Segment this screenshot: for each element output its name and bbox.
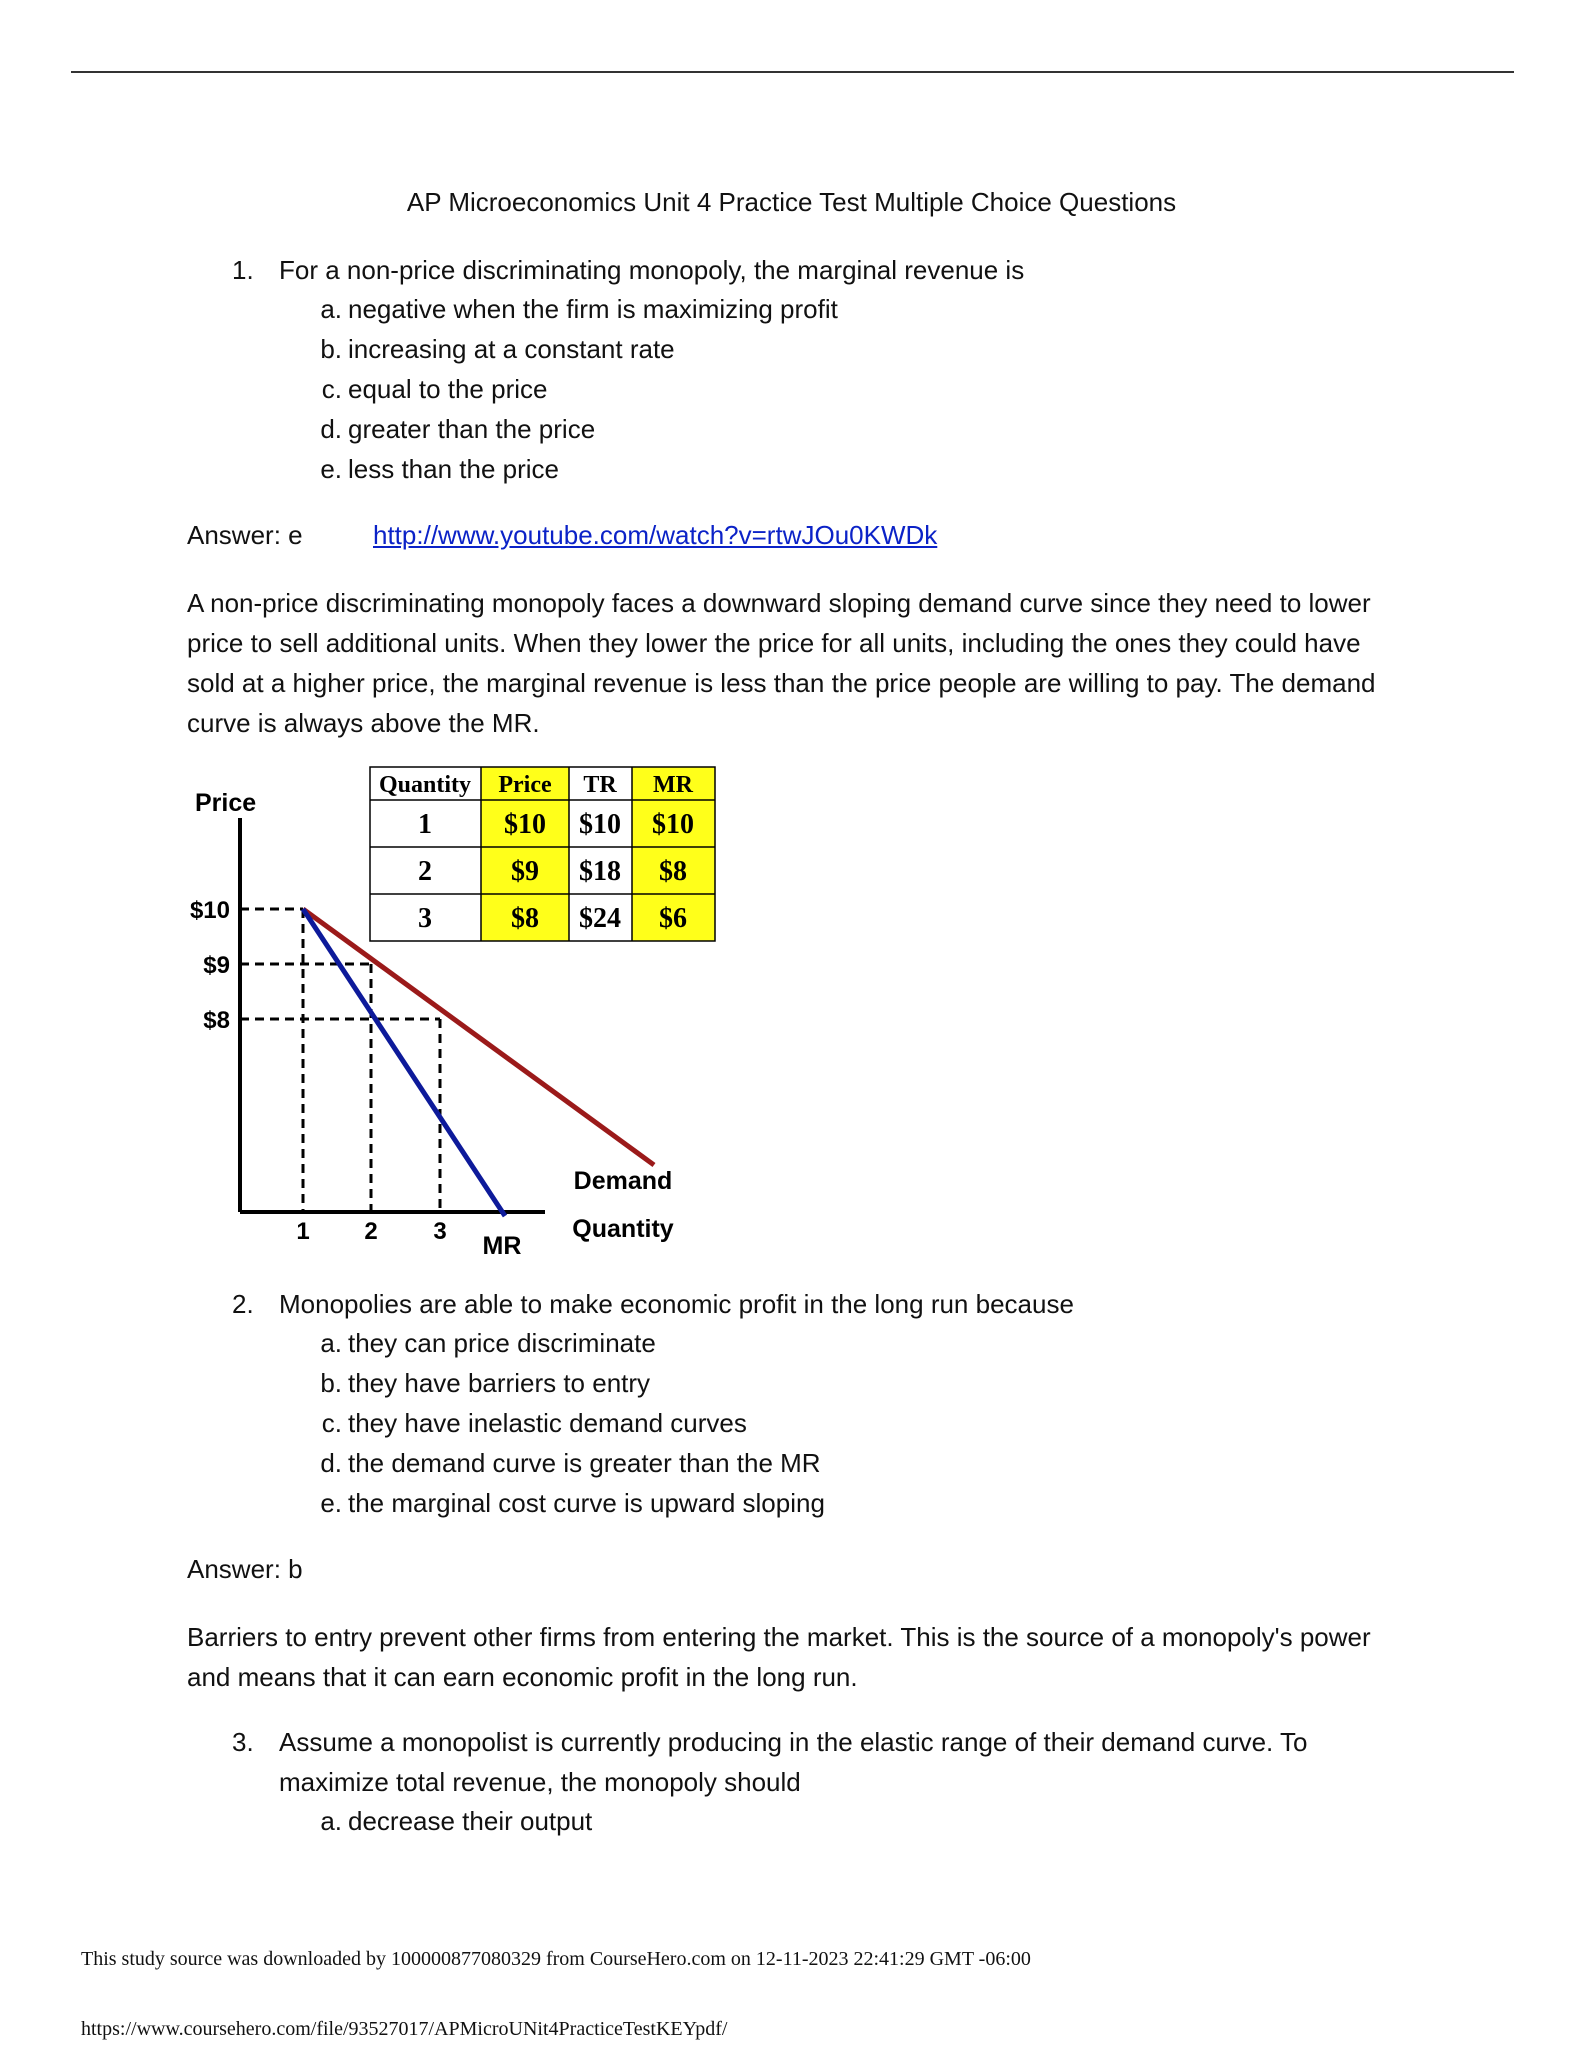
question-stem: For a non-price discriminating monopoly, the marginal revenue is [279, 255, 1025, 285]
revenue-table [370, 767, 715, 941]
q1-explanation: A non-price discriminating monopoly faces a downward sloping demand curve since they need to lower price to sell additional units. When they lower the price for all units, including the ones they could have sold at a higher price, the marginal revenue is less than the price people are willing to pay. The demand curve is always above the MR. [187, 588, 1376, 738]
option-text: less than the price [348, 454, 560, 484]
option-text: they can price discriminate [348, 1328, 656, 1358]
option-letter: b. [320, 1368, 342, 1398]
mr-curve [303, 909, 505, 1216]
q2-answer: Answer: b [187, 1554, 303, 1584]
option-text: the demand curve is greater than the MR [348, 1448, 821, 1478]
xtick-3: 3 [433, 1218, 447, 1245]
table-cell: $10 [579, 809, 621, 840]
table-cell: $8 [511, 903, 539, 934]
option-text: decrease their output [348, 1806, 593, 1836]
option-letter: e. [320, 454, 342, 484]
option-letter: e. [320, 1488, 342, 1518]
question-stem-line2: maximize total revenue, the monopoly should [279, 1767, 801, 1797]
option-letter: a. [320, 1806, 342, 1836]
video-link[interactable]: http://www.youtube.com/watch?v=rtwJOu0KWDk [373, 520, 938, 550]
option-text: increasing at a constant rate [348, 334, 675, 364]
x-axis-label: Quantity [572, 1215, 674, 1243]
option-text: they have barriers to entry [348, 1368, 651, 1398]
option-text: greater than the price [348, 414, 596, 444]
option-text: the marginal cost curve is upward sloping [348, 1488, 825, 1518]
xtick-1: 1 [296, 1218, 310, 1245]
option-letter: a. [320, 294, 342, 324]
source-url: https://www.coursehero.com/file/93527017/APMicroUNit4PracticeTestKEYpdf/ [81, 2018, 728, 2040]
table-cell: 2 [418, 856, 432, 887]
mr-label: MR [482, 1232, 522, 1260]
monopoly-graph [180, 760, 740, 1260]
option-letter: a. [320, 1328, 342, 1358]
option-text: they have inelastic demand curves [348, 1408, 747, 1438]
download-notice: This study source was downloaded by 100000877080329 from CourseHero.com on 12-11-2023 22:41:29 GMT -06:00 [81, 1948, 1031, 1970]
table-cell: 3 [418, 903, 432, 934]
ytick-10: $10 [189, 897, 230, 924]
table-header: TR [583, 772, 617, 798]
question-stem: Monopolies are able to make economic profit in the long run because [279, 1289, 1074, 1319]
option-letter: b. [320, 334, 342, 364]
option-text: negative when the firm is maximizing profit [348, 294, 838, 324]
top-rule [71, 71, 1514, 73]
table-cell: $6 [659, 903, 687, 934]
table-cell: $9 [511, 856, 539, 887]
option-letter: c. [321, 1408, 342, 1438]
ytick-8: $8 [203, 1007, 230, 1034]
demand-curve [303, 909, 654, 1165]
table-cell: $18 [579, 856, 621, 887]
table-header: Price [498, 772, 552, 798]
q2-explanation: Barriers to entry prevent other firms from entering the market. This is the source of a monopoly's power and means that it can earn economic profit in the long run. [187, 1622, 1371, 1692]
table-header: Quantity [378, 772, 472, 798]
xtick-2: 2 [364, 1218, 378, 1245]
table-cell: $24 [579, 903, 621, 934]
q1-answer: Answer: e [187, 520, 303, 550]
table-cell: $10 [652, 809, 694, 840]
table-cell: 1 [418, 809, 432, 840]
option-letter: d. [320, 414, 342, 444]
table-cell: $10 [504, 809, 546, 840]
option-letter: d. [320, 1448, 342, 1478]
table-cell: $8 [659, 856, 687, 887]
question-number: 2. [232, 1289, 254, 1319]
page-title: AP Microeconomics Unit 4 Practice Test Multiple Choice Questions [406, 187, 1177, 217]
option-text: equal to the price [348, 374, 548, 404]
demand-label: Demand [573, 1167, 673, 1195]
question-stem-line1: Assume a monopolist is currently producing in the elastic range of their demand curve. To [279, 1727, 1308, 1757]
table-header: MR [653, 772, 693, 798]
ytick-9: $9 [203, 952, 230, 979]
question-number: 3. [232, 1727, 254, 1757]
option-letter: c. [321, 374, 342, 404]
question-number: 1. [232, 255, 254, 285]
y-axis-label: Price [195, 789, 257, 817]
